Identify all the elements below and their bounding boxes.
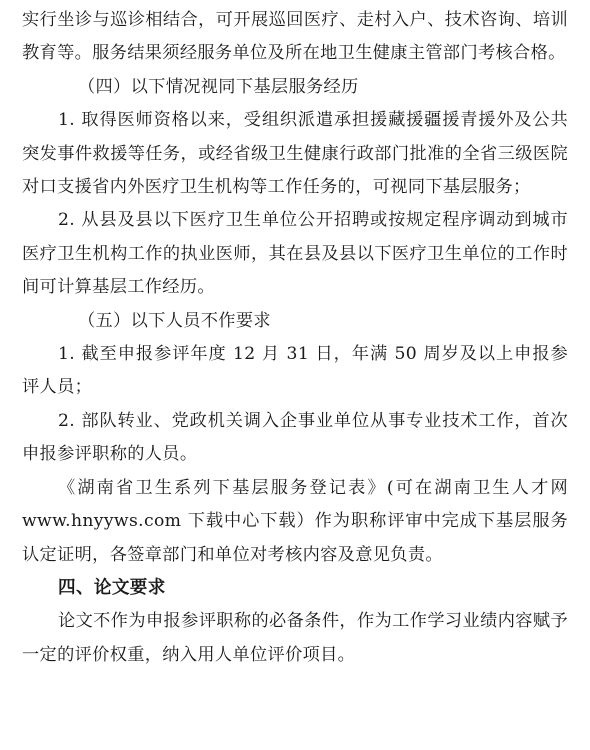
paragraph-item-2-county-physicians: 2. 从县及县以下医疗卫生单位公开招聘或按规定程序调动到城市医疗卫生机构工作的执业医师，其在县及县以下医疗卫生单位的工作时间可计算基层工作经历。: [22, 210, 568, 298]
paragraph-item-2-military-transfer: 2. 部队转业、党政机关调入企事业单位从事专业技术工作，首次申报参评职称的人员。: [22, 410, 568, 465]
paragraph-service-results: 实行坐诊与巡诊相结合，可开展巡回医疗、走村入户、技术咨询、培训教育等。服务结果须经服务单位及所在地卫生健康主管部门考核合格。: [22, 10, 568, 64]
subheading-exempt-personnel: （五）以下人员不作要求: [78, 310, 271, 331]
section-heading-paper-requirements: 四、论文要求: [58, 577, 166, 598]
paragraph-paper-not-required: 论文不作为申报参评职称的必备条件，作为工作学习业绩内容赋予一定的评价权重，纳入用人单位评价项目。: [22, 611, 568, 665]
subheading-equivalent-grassroots-service: （四）以下情况视同下基层服务经历: [78, 76, 359, 97]
paragraph-item-1-age-50: 1. 截至申报参评年度 12 月 31 日，年满 50 周岁及以上申报参评人员；: [22, 344, 568, 398]
paragraph-registration-form: 《湖南省卫生系列下基层服务登记表》(可在湖南卫生人才网 www.hnyyws.com 下载中心下载）作为职称评审中完成下基层服务认定证明，各签章部门和单位对考核内容及意见负责。: [22, 477, 568, 565]
paragraph-item-1-aid-missions: 1. 取得医师资格以来，受组织派遣承担援藏援疆援青援外及公共突发事件救援等任务，或经省级卫生健康行政部门批准的全省三级医院对口支援省内外医疗卫生机构等工作任务的，可视同下基层服务；: [22, 110, 568, 198]
